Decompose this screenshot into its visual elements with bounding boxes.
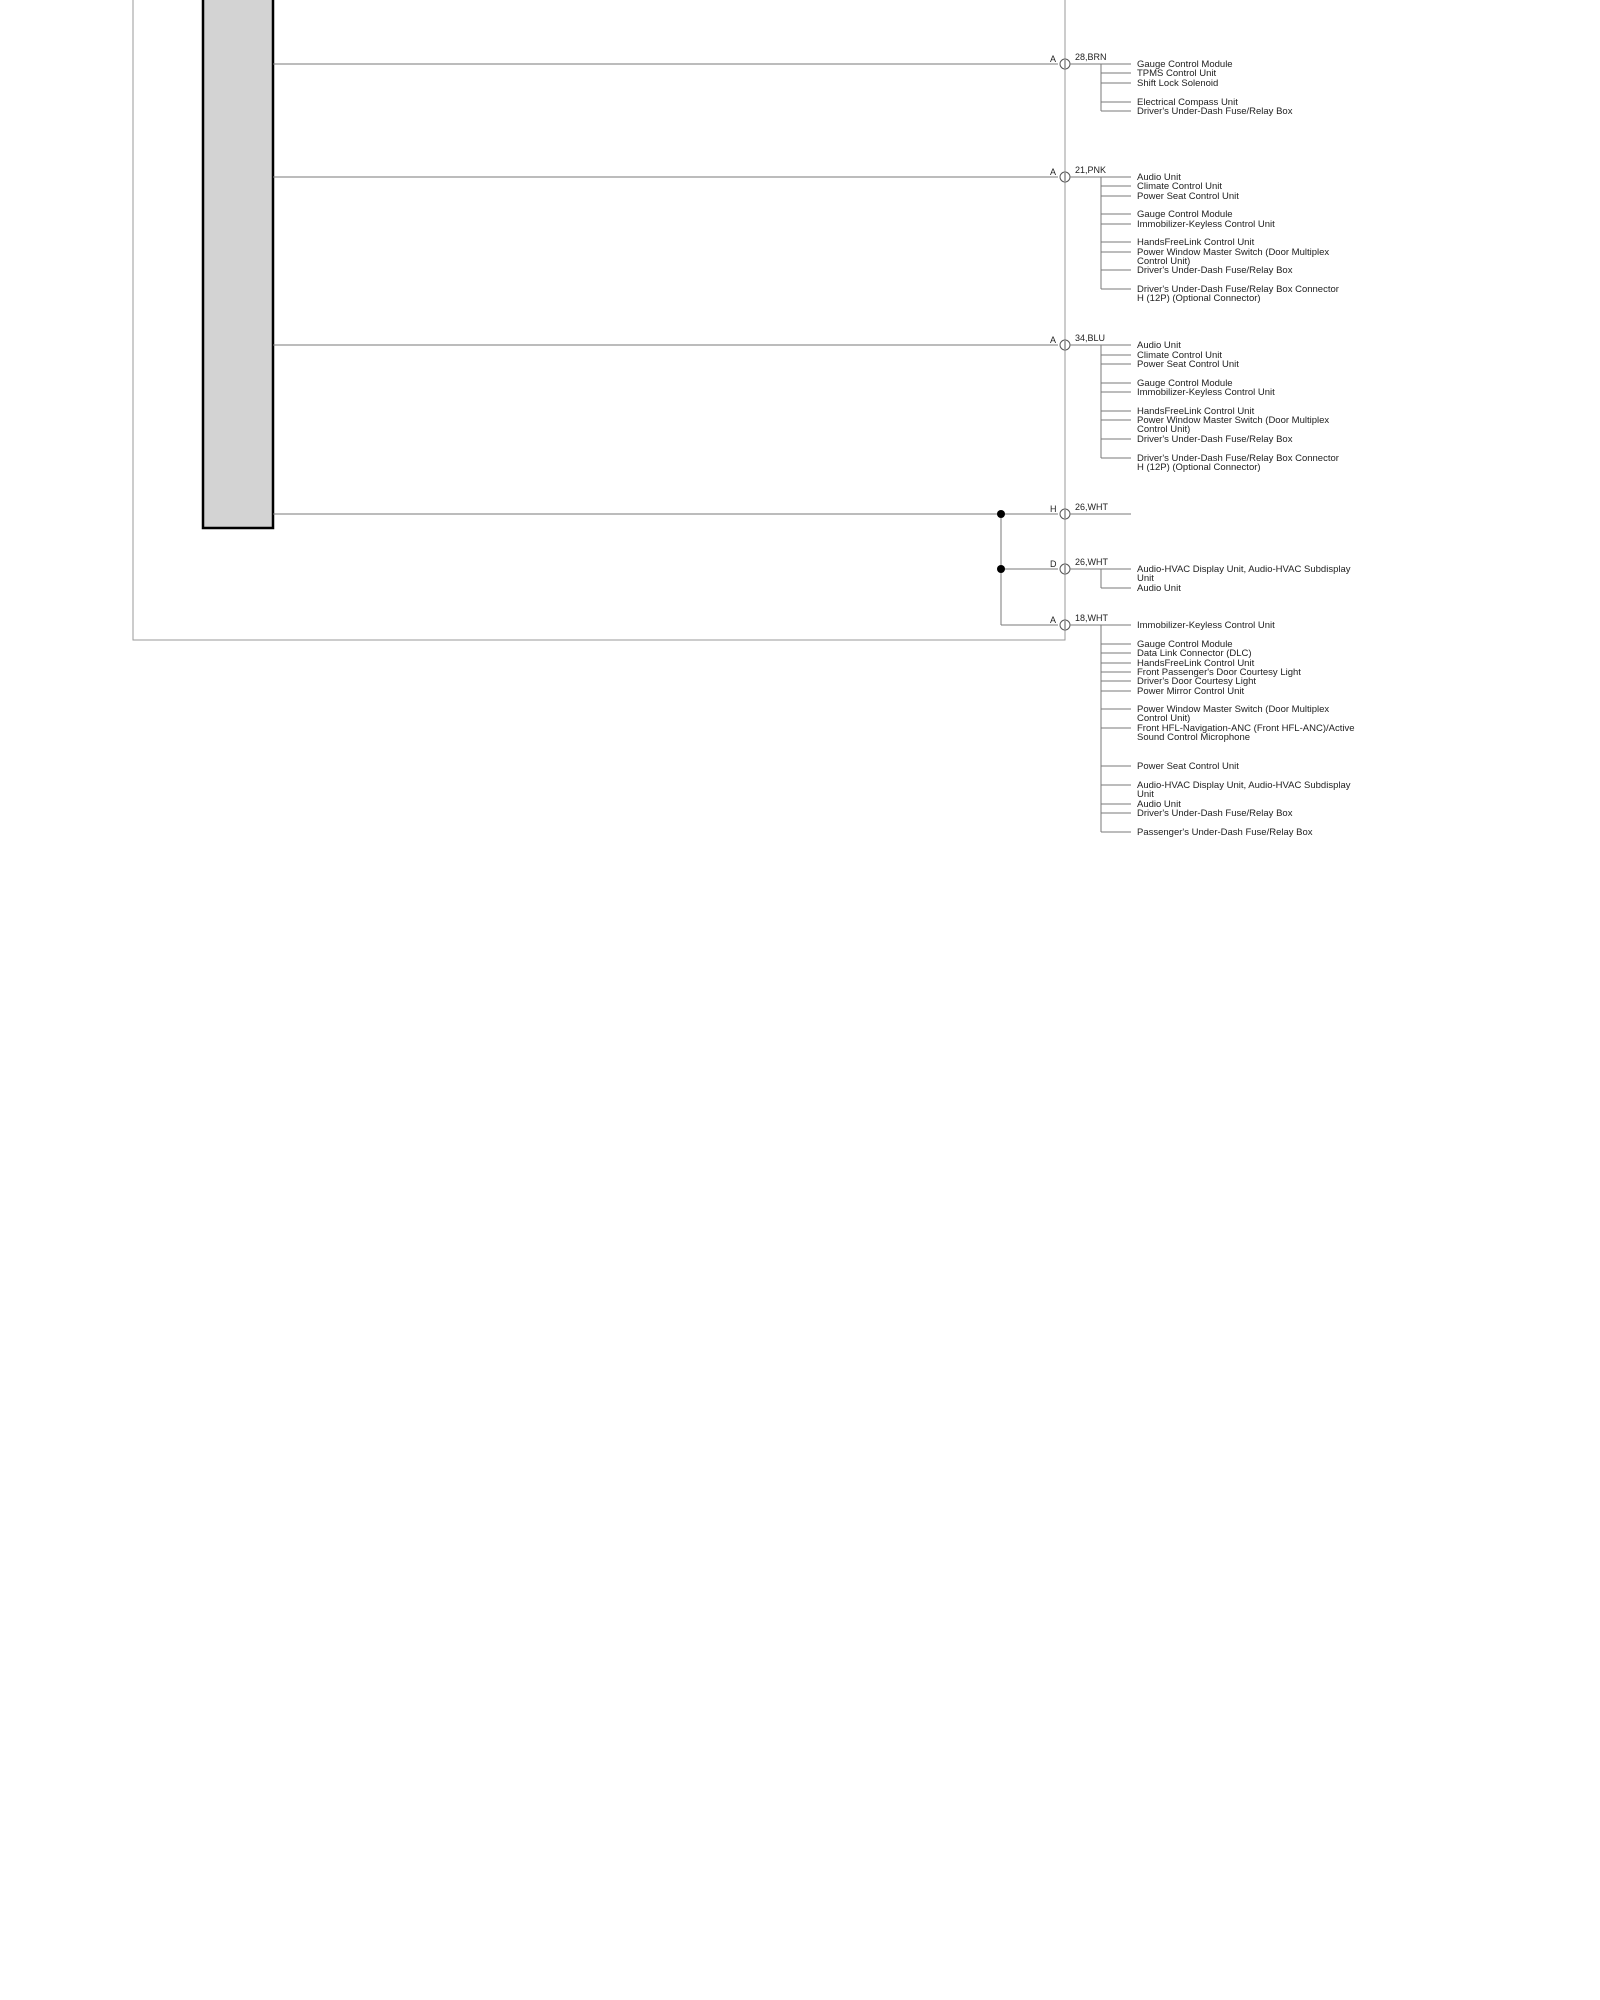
destination-label: Driver's Under-Dash Fuse/Relay Box Connector: [1137, 284, 1339, 295]
destination-label: Climate Control Unit: [1137, 350, 1222, 361]
wire-code-label: 18,WHT: [1075, 613, 1109, 623]
connector-label: A: [1050, 335, 1057, 345]
destination-label: Audio Unit: [1137, 583, 1181, 594]
circuit-c6: [1050, 613, 1355, 838]
connector-label: D: [1050, 559, 1057, 569]
destination-label: HandsFreeLink Control Unit: [1137, 237, 1255, 248]
destination-label: Power Seat Control Unit: [1137, 359, 1239, 370]
destination-label: Climate Control Unit: [1137, 181, 1222, 192]
destination-label: Audio Unit: [1137, 172, 1181, 183]
destination-label: Control Unit): [1137, 256, 1191, 267]
destination-label: Passenger's Under-Dash Fuse/Relay Box: [1137, 827, 1313, 838]
destination-label: Power Window Master Switch (Door Multiplex: [1137, 415, 1330, 426]
splice-junction-top: [997, 510, 1005, 518]
destination-label: Immobilizer-Keyless Control Unit: [1137, 219, 1275, 230]
connector-label: A: [1050, 54, 1057, 64]
connector-label: A: [1050, 167, 1057, 177]
destination-label: Sound Control Microphone: [1137, 732, 1251, 743]
control-module-block: [203, 0, 273, 528]
destination-label: Electrical Compass Unit: [1137, 97, 1238, 108]
wire-code-label: 34,BLU: [1075, 333, 1106, 343]
destination-label: Power Window Master Switch (Door Multiplex: [1137, 247, 1330, 258]
circuit-c2: [1050, 165, 1339, 304]
destination-label: Power Window Master Switch (Door Multiplex: [1137, 704, 1330, 715]
destination-label: Driver's Under-Dash Fuse/Relay Box: [1137, 106, 1293, 117]
circuit-c1: [1050, 52, 1293, 117]
circuit-c5: [1050, 557, 1351, 594]
destination-label: Audio Unit: [1137, 799, 1181, 810]
destination-label: Driver's Under-Dash Fuse/Relay Box: [1137, 265, 1293, 276]
destination-label: Immobilizer-Keyless Control Unit: [1137, 620, 1275, 631]
wire-code-label: 26,WHT: [1075, 502, 1109, 512]
circuit-c3: [1050, 333, 1339, 473]
destination-label: Immobilizer-Keyless Control Unit: [1137, 387, 1275, 398]
connector-label: H: [1050, 504, 1057, 514]
destination-label: H (12P) (Optional Connector): [1137, 462, 1261, 473]
destination-label: Audio-HVAC Display Unit, Audio-HVAC Subdisplay: [1137, 564, 1351, 575]
destination-label: Driver's Under-Dash Fuse/Relay Box: [1137, 808, 1293, 819]
destination-label: Unit: [1137, 789, 1154, 800]
destination-label: Audio Unit: [1137, 340, 1181, 351]
destination-label: Front Passenger's Door Courtesy Light: [1137, 667, 1301, 678]
circuit-c4: [1050, 502, 1131, 519]
splice-junction-mid: [997, 565, 1005, 573]
destination-label: Gauge Control Module: [1137, 378, 1233, 389]
destination-label: Power Seat Control Unit: [1137, 761, 1239, 772]
destination-label: Data Link Connector (DLC): [1137, 648, 1252, 659]
destination-label: Driver's Under-Dash Fuse/Relay Box Connector: [1137, 453, 1339, 464]
connector-label: A: [1050, 615, 1057, 625]
destination-label: Shift Lock Solenoid: [1137, 78, 1219, 89]
destination-label: Audio-HVAC Display Unit, Audio-HVAC Subdisplay: [1137, 780, 1351, 791]
destination-label: Gauge Control Module: [1137, 59, 1233, 70]
destination-label: HandsFreeLink Control Unit: [1137, 658, 1255, 669]
destination-label: Control Unit): [1137, 713, 1191, 724]
destination-label: HandsFreeLink Control Unit: [1137, 406, 1255, 417]
destination-label: Control Unit): [1137, 424, 1191, 435]
destination-label: Power Mirror Control Unit: [1137, 686, 1245, 697]
destination-label: Front HFL-Navigation-ANC (Front HFL-ANC)/Active: [1137, 723, 1355, 734]
destination-label: Driver's Door Courtesy Light: [1137, 676, 1257, 687]
destination-label: Unit: [1137, 573, 1154, 584]
destination-label: Gauge Control Module: [1137, 639, 1233, 650]
destination-label: Gauge Control Module: [1137, 209, 1233, 220]
destination-label: TPMS Control Unit: [1137, 68, 1217, 79]
destination-label: Driver's Under-Dash Fuse/Relay Box: [1137, 434, 1293, 445]
wire-code-label: 28,BRN: [1075, 52, 1107, 62]
wire-code-label: 26,WHT: [1075, 557, 1109, 567]
wire-code-label: 21,PNK: [1075, 165, 1107, 175]
destination-label: Power Seat Control Unit: [1137, 191, 1239, 202]
destination-label: H (12P) (Optional Connector): [1137, 293, 1261, 304]
